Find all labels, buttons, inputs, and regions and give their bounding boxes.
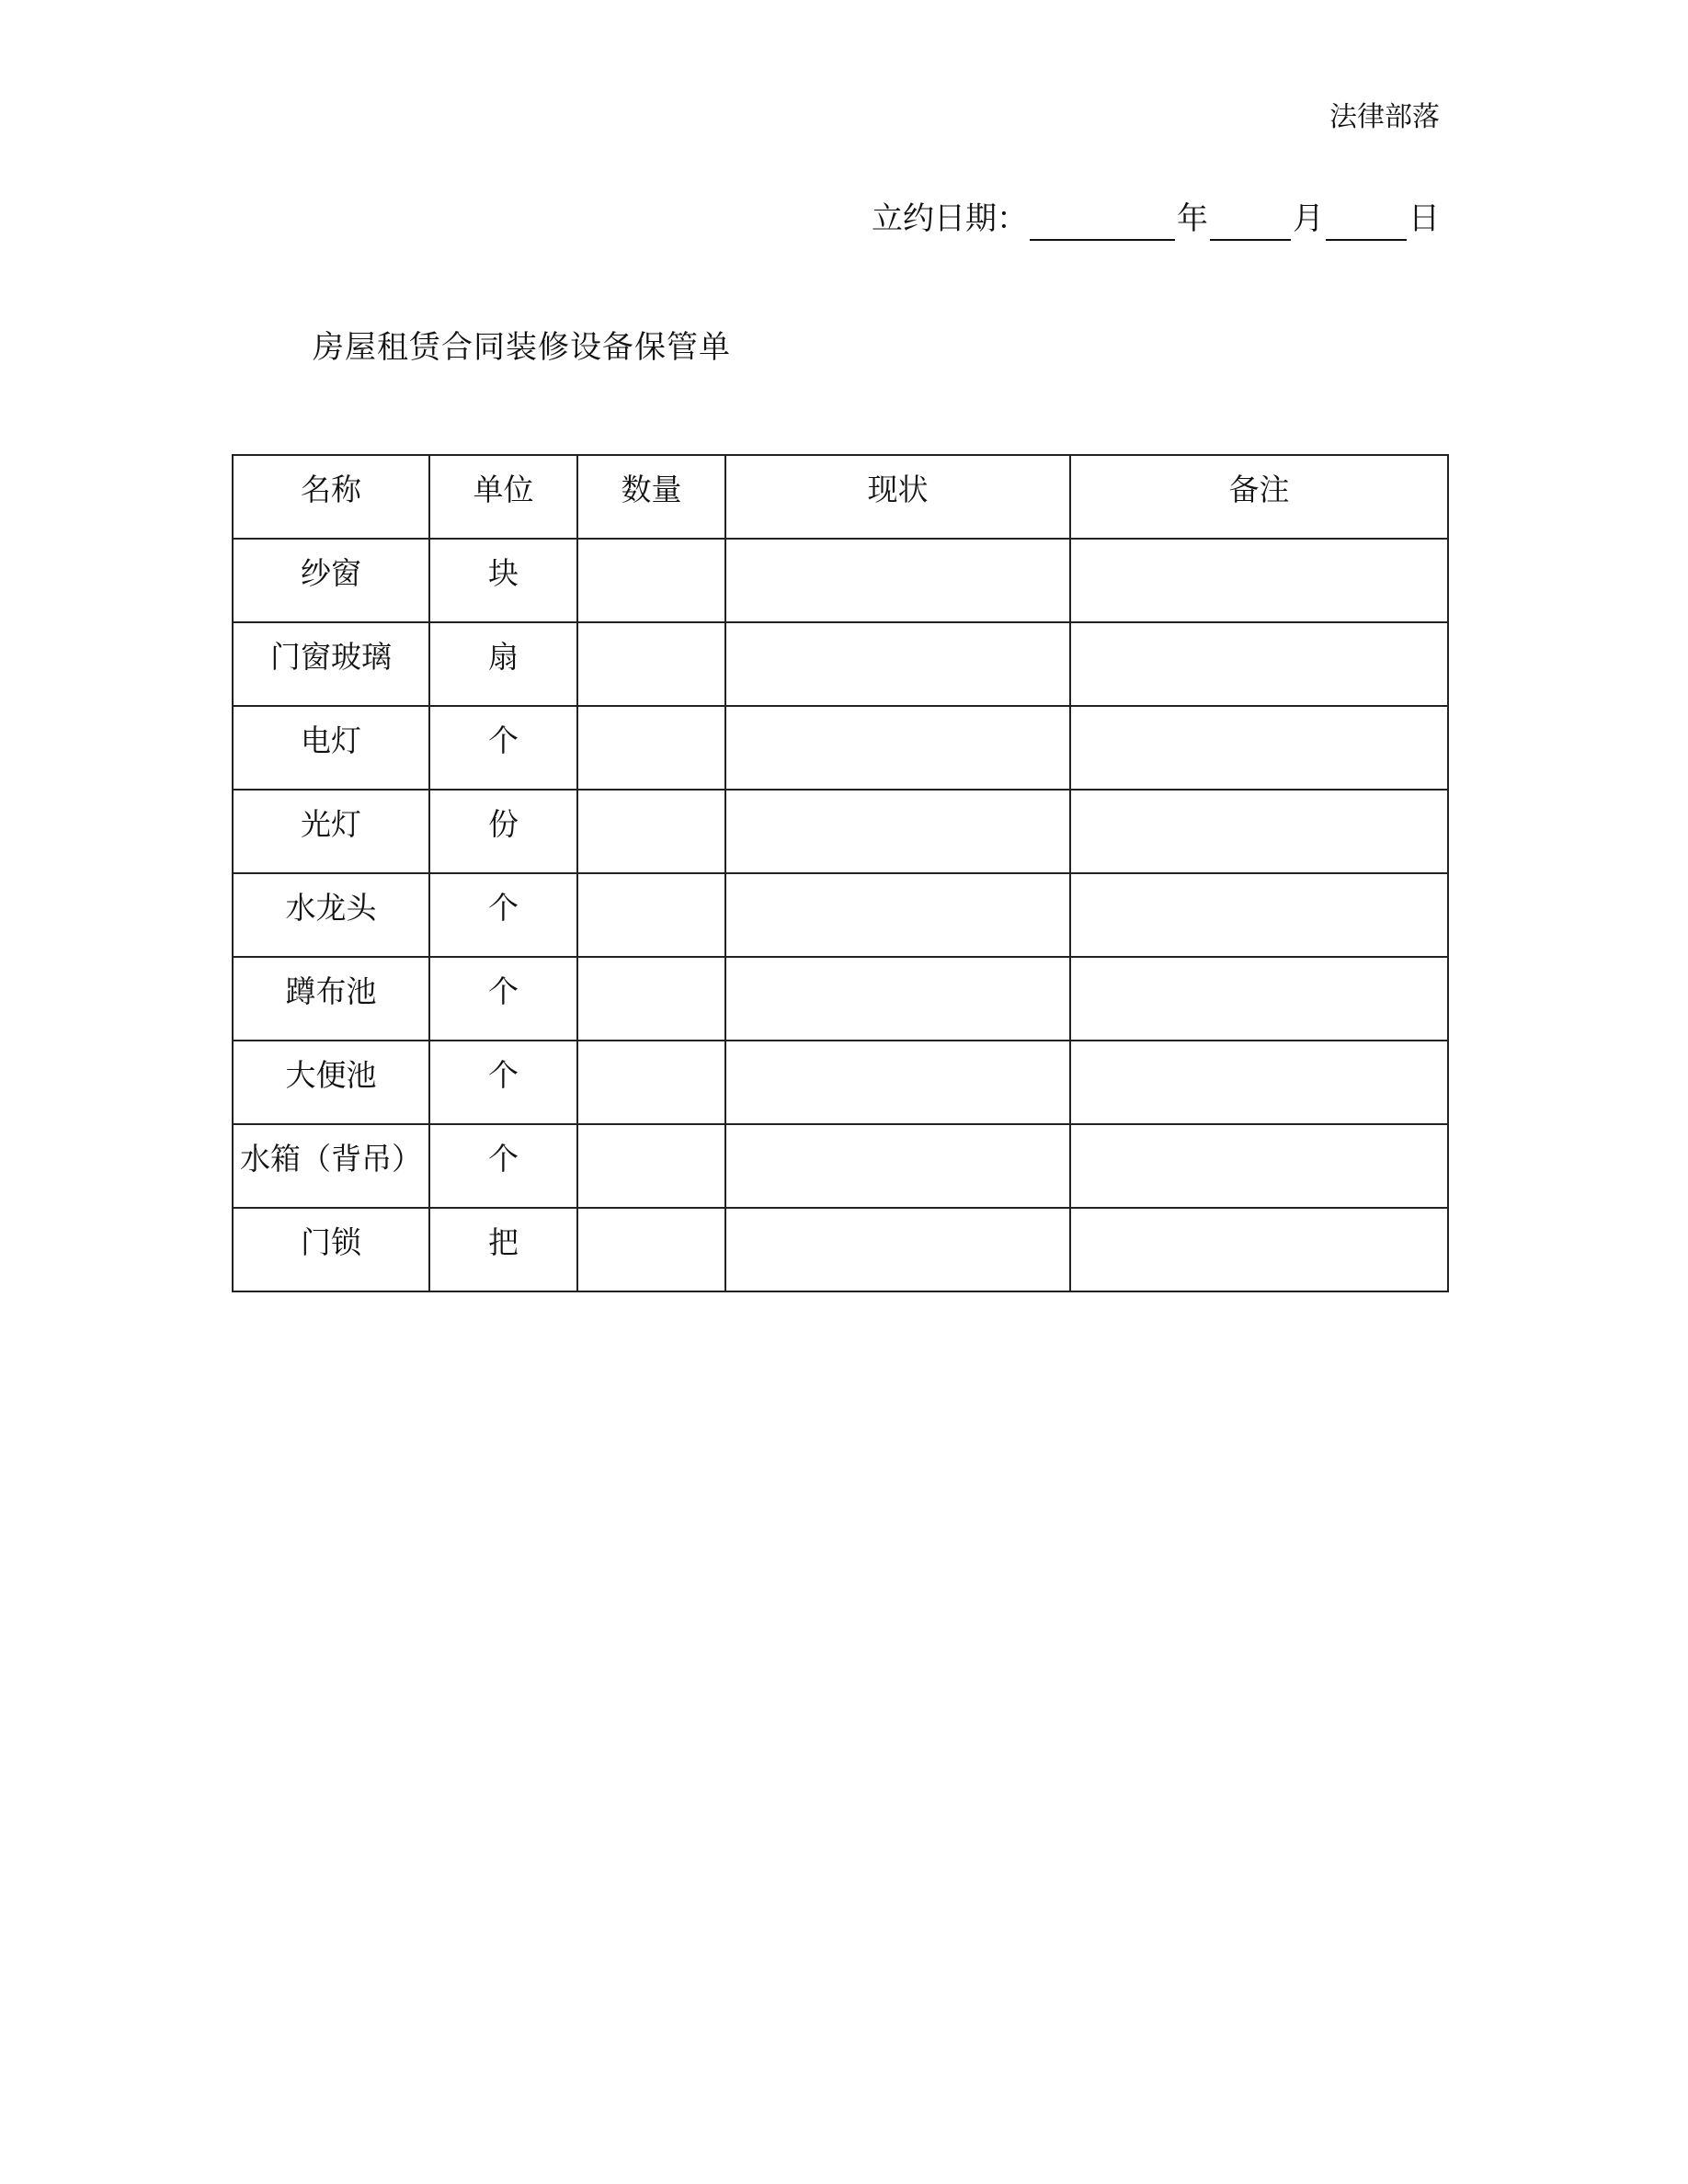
date-label: 立约日期： xyxy=(872,200,1028,237)
cell-condition[interactable] xyxy=(725,706,1070,790)
cell-name: 门窗玻璃 xyxy=(233,622,429,706)
cell-name: 光灯 xyxy=(233,790,429,873)
cell-remarks[interactable] xyxy=(1070,622,1448,706)
equipment-table xyxy=(232,454,1449,1292)
table-row xyxy=(233,706,1448,790)
cell-name: 蹲布池 xyxy=(233,957,429,1041)
table-row xyxy=(233,1208,1448,1291)
table-row xyxy=(233,1124,1448,1208)
month-label: 月 xyxy=(1293,200,1324,237)
table-row xyxy=(233,539,1448,622)
header-remarks: 备注 xyxy=(1070,455,1448,539)
cell-unit: 个 xyxy=(429,873,577,957)
document-title: 房屋租赁合同装修设备保管单 xyxy=(313,329,731,366)
cell-remarks[interactable] xyxy=(1070,1041,1448,1124)
cell-remarks[interactable] xyxy=(1070,790,1448,873)
table-row xyxy=(233,957,1448,1041)
cell-quantity[interactable] xyxy=(577,957,725,1041)
cell-condition[interactable] xyxy=(725,957,1070,1041)
cell-quantity[interactable] xyxy=(577,1041,725,1124)
cell-condition[interactable] xyxy=(725,873,1070,957)
header-quantity: 数量 xyxy=(577,455,725,539)
cell-condition[interactable] xyxy=(725,539,1070,622)
cell-unit: 个 xyxy=(429,1041,577,1124)
cell-name: 水箱（背吊） xyxy=(233,1124,429,1208)
cell-quantity[interactable] xyxy=(577,873,725,957)
cell-remarks[interactable] xyxy=(1070,957,1448,1041)
day-label: 日 xyxy=(1409,200,1440,237)
header-name: 名称 xyxy=(233,455,429,539)
cell-remarks[interactable] xyxy=(1070,1124,1448,1208)
cell-unit: 个 xyxy=(429,1124,577,1208)
cell-unit: 把 xyxy=(429,1208,577,1291)
cell-condition[interactable] xyxy=(725,1041,1070,1124)
cell-condition[interactable] xyxy=(725,790,1070,873)
cell-quantity[interactable] xyxy=(577,1208,725,1291)
cell-name: 纱窗 xyxy=(233,539,429,622)
cell-quantity[interactable] xyxy=(577,539,725,622)
cell-quantity[interactable] xyxy=(577,622,725,706)
year-blank[interactable] xyxy=(1030,204,1175,241)
cell-condition[interactable] xyxy=(725,622,1070,706)
cell-name: 电灯 xyxy=(233,706,429,790)
header-condition: 现状 xyxy=(725,455,1070,539)
table-row xyxy=(233,1041,1448,1124)
table-row xyxy=(233,790,1448,873)
cell-quantity[interactable] xyxy=(577,1124,725,1208)
cell-unit: 份 xyxy=(429,790,577,873)
cell-condition[interactable] xyxy=(725,1208,1070,1291)
month-blank[interactable] xyxy=(1210,204,1291,241)
source-label: 法律部落 xyxy=(1329,101,1440,133)
table-row xyxy=(233,873,1448,957)
day-blank[interactable] xyxy=(1326,204,1407,241)
year-label: 年 xyxy=(1177,200,1208,237)
cell-name: 大便池 xyxy=(233,1041,429,1124)
table-row xyxy=(233,622,1448,706)
cell-condition[interactable] xyxy=(725,1124,1070,1208)
header-unit: 单位 xyxy=(429,455,577,539)
cell-unit: 块 xyxy=(429,539,577,622)
contract-date-line xyxy=(872,197,1440,241)
cell-quantity[interactable] xyxy=(577,790,725,873)
cell-quantity[interactable] xyxy=(577,706,725,790)
cell-remarks[interactable] xyxy=(1070,873,1448,957)
cell-remarks[interactable] xyxy=(1070,706,1448,790)
cell-name: 门锁 xyxy=(233,1208,429,1291)
cell-name: 水龙头 xyxy=(233,873,429,957)
table-header-row xyxy=(233,455,1448,539)
cell-remarks[interactable] xyxy=(1070,1208,1448,1291)
cell-remarks[interactable] xyxy=(1070,539,1448,622)
cell-unit: 个 xyxy=(429,957,577,1041)
cell-unit: 个 xyxy=(429,706,577,790)
cell-unit: 扇 xyxy=(429,622,577,706)
